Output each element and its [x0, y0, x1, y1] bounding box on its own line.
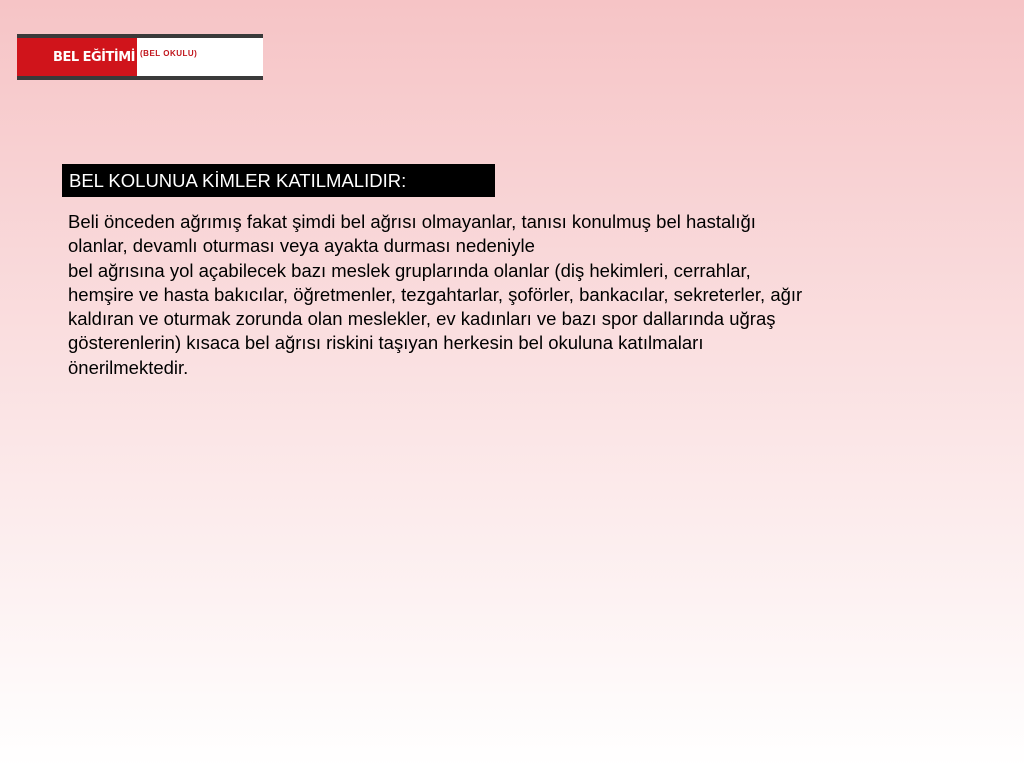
logo-red-panel	[17, 38, 137, 76]
logo	[17, 34, 263, 80]
body-line: Beli önceden ağrımış fakat şimdi bel ağrısı olmayanlar, tanısı konulmuş bel hastalığı	[68, 211, 756, 232]
body-line: kaldıran ve oturmak zorunda olan meslekler, ev kadınları ve bazı spor dallarında uğraş	[68, 308, 776, 330]
body-line: olanlar, devamlı oturması veya ayakta durması nedeniyle	[68, 235, 535, 257]
slide-body-text	[68, 210, 988, 380]
slide-heading-box	[62, 164, 495, 197]
logo-subtitle: (BEL OKULU)	[140, 48, 198, 58]
logo-title: BEL EĞİTİMİ	[53, 49, 135, 65]
body-line: hemşire ve hasta bakıcılar, öğretmenler, tezgahtarlar, şoförler, bankacılar, sekreterler, ağır	[68, 283, 803, 305]
body-line: gösterenlerin) kısaca bel ağrısı riskini taşıyan herkesin bel okuluna katılmaları	[68, 332, 704, 354]
body-line: bel ağrısına yol açabilecek bazı meslek gruplarında olanlar (diş hekimleri, cerrahlar,	[68, 259, 751, 281]
logo-white-panel	[137, 38, 263, 76]
body-line: önerilmektedir.	[68, 356, 189, 378]
slide-heading: BEL KOLUNUA KİMLER KATILMALIDIR:	[69, 169, 407, 191]
